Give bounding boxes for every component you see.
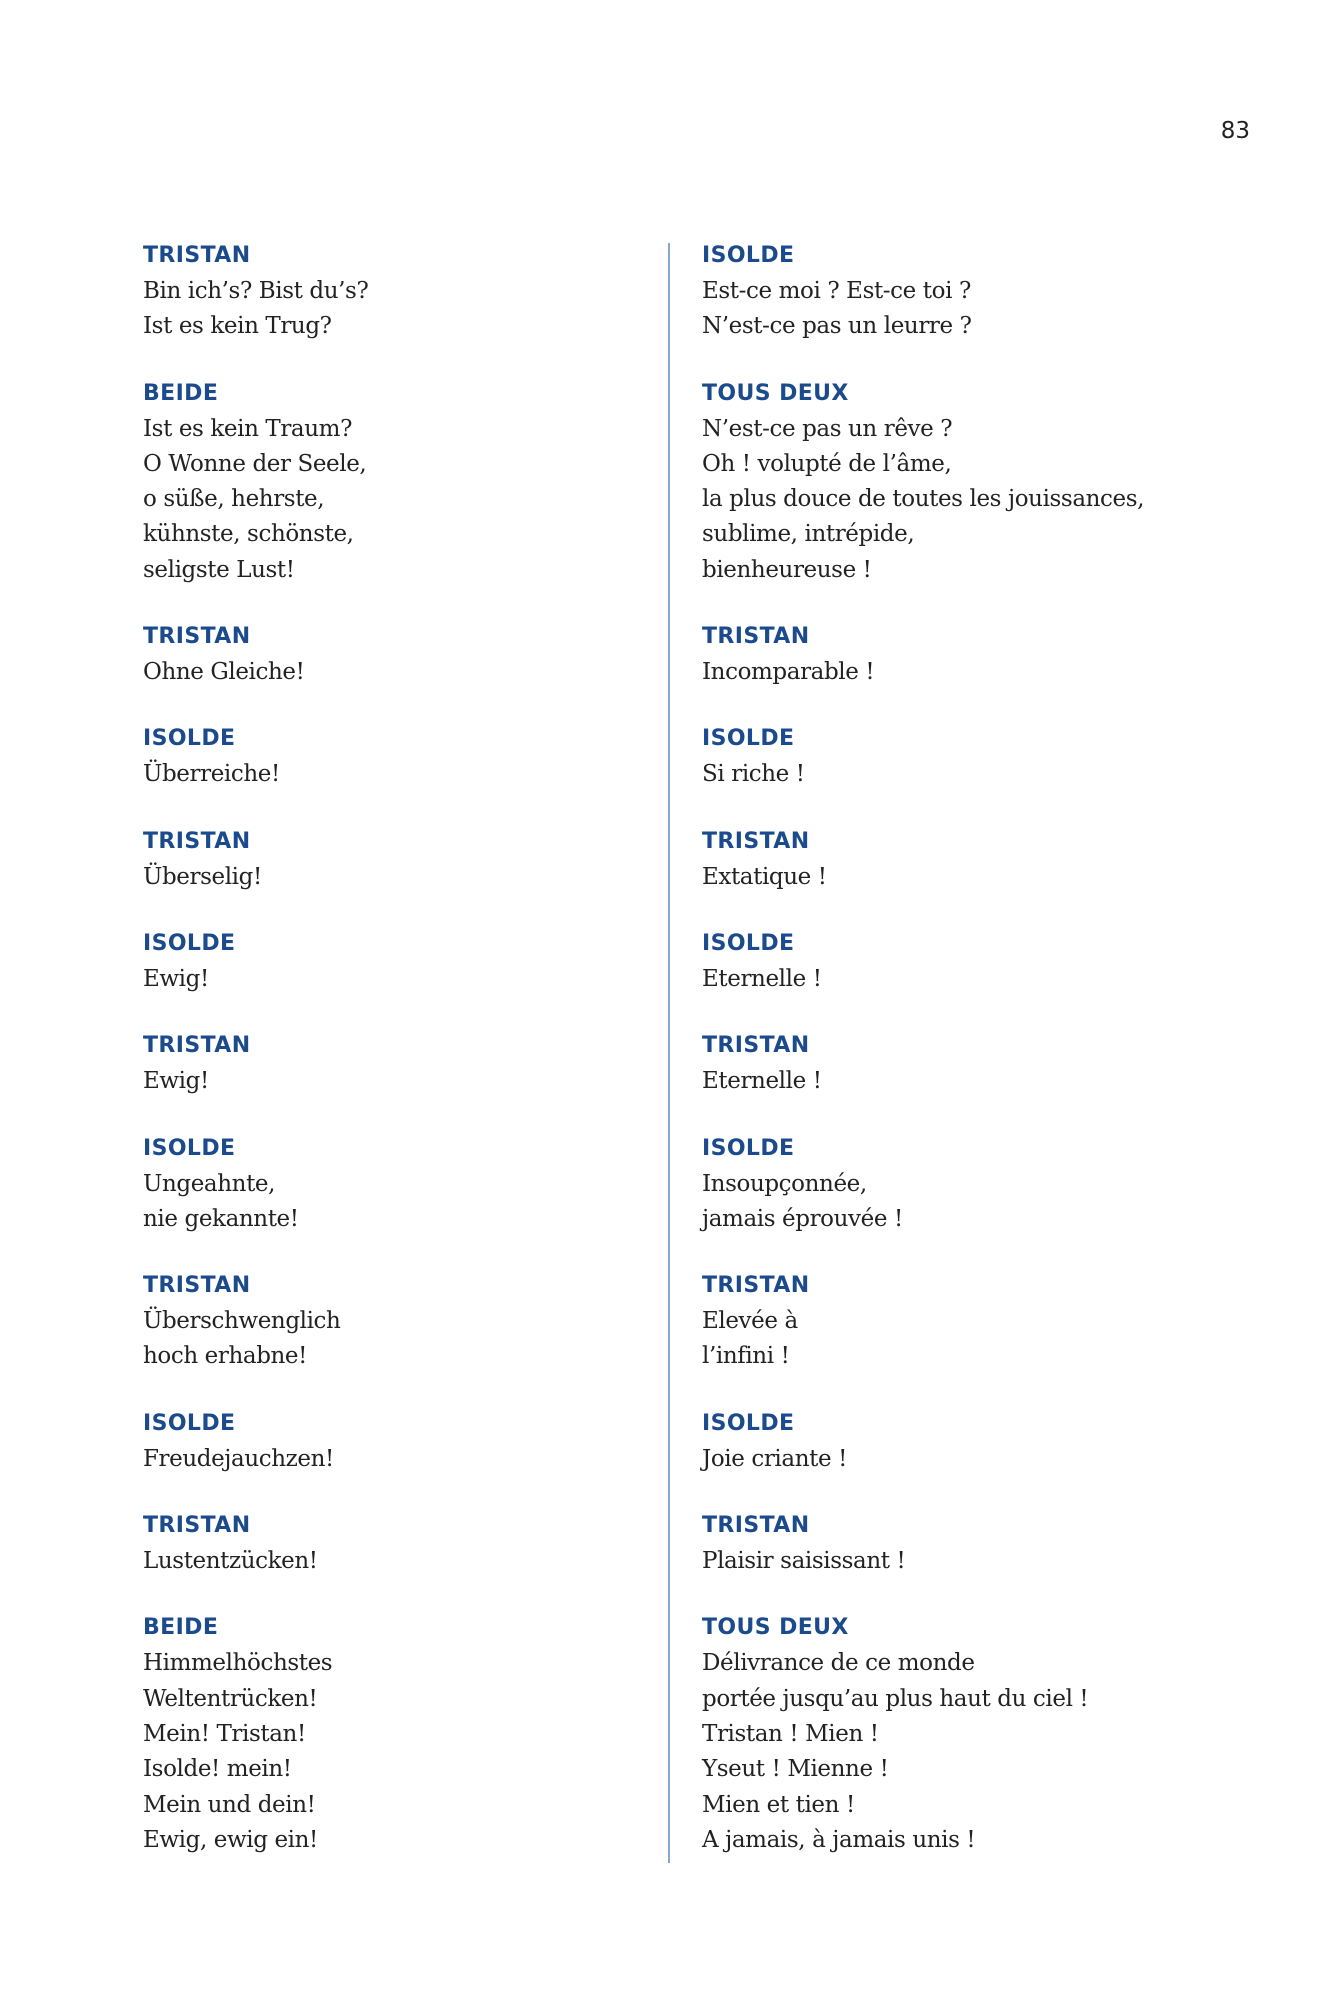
speaker-name: ISOLDE: [702, 930, 795, 956]
verse-line: Lustentzücken!: [143, 1548, 318, 1575]
german-dialogue-block: [143, 1612, 643, 1858]
french-dialogue-block: [702, 240, 1262, 345]
verse-line: nie gekannte!: [143, 1205, 299, 1232]
column-divider: [668, 243, 670, 1863]
verse-line: Est-ce moi ? Est-ce toi ?: [702, 278, 971, 304]
verse-line: o süße, hehrste,: [143, 486, 325, 513]
verse-line: Si riche !: [702, 761, 805, 788]
verse-line: portée jusqu’au plus haut du ciel !: [702, 1685, 1089, 1712]
speaker-name: BEIDE: [143, 380, 219, 406]
verse-line: seligste Lust!: [143, 556, 295, 583]
speaker-name: ISOLDE: [143, 930, 236, 956]
speaker-name: TRISTAN: [143, 828, 251, 854]
verse-line: sublime, intrépide,: [702, 521, 915, 548]
verse-line: Ewig, ewig ein!: [143, 1826, 318, 1853]
verse-line: Mein und dein!: [143, 1791, 316, 1818]
german-dialogue-block: [143, 1030, 643, 1099]
french-dialogue-block: [702, 1030, 1262, 1099]
german-dialogue-block: [143, 1510, 643, 1579]
speaker-name: BEIDE: [143, 1615, 219, 1641]
speaker-name: ISOLDE: [702, 243, 795, 268]
german-dialogue-block: [143, 928, 643, 997]
speaker-name: ISOLDE: [702, 726, 795, 752]
verse-line: Délivrance de ce monde: [702, 1650, 975, 1677]
verse-line: l’infini !: [702, 1343, 790, 1370]
german-dialogue-block: [143, 621, 643, 690]
french-dialogue-block: [702, 378, 1262, 588]
french-dialogue-block: [702, 1133, 1262, 1238]
speaker-name: TRISTAN: [143, 624, 251, 650]
verse-line: Extatique !: [702, 863, 827, 890]
french-dialogue-block: [702, 1270, 1262, 1375]
verse-line: hoch erhabne!: [143, 1343, 307, 1370]
verse-line: Überselig!: [143, 863, 262, 890]
speaker-name: ISOLDE: [143, 1410, 236, 1436]
verse-line: Ungeahnte,: [143, 1170, 276, 1197]
speaker-name: TRISTAN: [702, 828, 810, 854]
verse-line: Yseut ! Mienne !: [702, 1756, 889, 1783]
verse-line: bienheureuse !: [702, 556, 872, 583]
speaker-name: ISOLDE: [143, 726, 236, 752]
verse-line: Ewig!: [143, 1068, 209, 1095]
verse-line: Bin ich’s? Bist du’s?: [143, 278, 369, 304]
verse-line: Plaisir saisissant !: [702, 1548, 906, 1575]
verse-line: jamais éprouvée !: [702, 1205, 903, 1232]
german-dialogue-block: [143, 723, 643, 792]
german-column: [143, 240, 643, 1891]
french-column: [702, 240, 1262, 1891]
verse-line: Tristan ! Mien !: [702, 1720, 879, 1747]
speaker-name: TRISTAN: [143, 1273, 251, 1299]
verse-line: O Wonne der Seele,: [143, 450, 367, 477]
speaker-name: TRISTAN: [702, 1033, 810, 1059]
verse-line: Weltentrücken!: [143, 1685, 318, 1712]
french-dialogue-block: [702, 1408, 1262, 1477]
verse-line: Insoupçonnée,: [702, 1170, 867, 1197]
speaker-name: TOUS DEUX: [702, 380, 849, 406]
french-dialogue-block: [702, 723, 1262, 792]
french-dialogue-block: [702, 826, 1262, 895]
german-dialogue-block: [143, 240, 643, 345]
german-dialogue-block: [143, 1133, 643, 1238]
verse-line: Isolde! mein!: [143, 1756, 292, 1783]
verse-line: Oh ! volupté de l’âme,: [702, 450, 952, 477]
verse-line: Joie criante !: [702, 1445, 847, 1472]
verse-line: Incomparable !: [702, 659, 875, 686]
verse-line: Ist es kein Trug?: [143, 313, 332, 340]
verse-line: kühnste, schönste,: [143, 521, 354, 548]
verse-line: N’est-ce pas un rêve ?: [702, 415, 953, 442]
speaker-name: TRISTAN: [143, 1033, 251, 1059]
speaker-name: TRISTAN: [702, 1513, 810, 1539]
german-dialogue-block: [143, 1408, 643, 1477]
speaker-name: TRISTAN: [702, 624, 810, 650]
verse-line: Eternelle !: [702, 1068, 822, 1095]
french-dialogue-block: [702, 621, 1262, 690]
speaker-name: ISOLDE: [702, 1410, 795, 1436]
verse-line: Ewig!: [143, 965, 209, 992]
page-number: 83: [1220, 118, 1250, 144]
french-dialogue-block: [702, 1510, 1262, 1579]
verse-line: A jamais, à jamais unis !: [702, 1826, 976, 1853]
verse-line: Ist es kein Traum?: [143, 415, 352, 442]
verse-line: Freudejauchzen!: [143, 1445, 334, 1472]
verse-line: Überreiche!: [143, 761, 280, 788]
verse-line: la plus douce de toutes les jouissances,: [702, 486, 1145, 513]
speaker-name: ISOLDE: [143, 1135, 236, 1161]
verse-line: Eternelle !: [702, 965, 822, 992]
verse-line: Himmelhöchstes: [143, 1650, 333, 1677]
german-dialogue-block: [143, 826, 643, 895]
verse-line: Elevée à: [702, 1308, 798, 1335]
speaker-name: TRISTAN: [143, 243, 251, 268]
verse-line: N’est-ce pas un leurre ?: [702, 313, 972, 340]
french-dialogue-block: [702, 928, 1262, 997]
speaker-name: TRISTAN: [143, 1513, 251, 1539]
verse-line: Ohne Gleiche!: [143, 659, 305, 686]
french-dialogue-block: [702, 1612, 1262, 1858]
german-dialogue-block: [143, 378, 643, 588]
speaker-name: ISOLDE: [702, 1135, 795, 1161]
verse-line: Mein! Tristan!: [143, 1720, 306, 1747]
verse-line: Überschwenglich: [143, 1308, 341, 1335]
german-dialogue-block: [143, 1270, 643, 1375]
speaker-name: TRISTAN: [702, 1273, 810, 1299]
verse-line: Mien et tien !: [702, 1791, 855, 1818]
speaker-name: TOUS DEUX: [702, 1615, 849, 1641]
